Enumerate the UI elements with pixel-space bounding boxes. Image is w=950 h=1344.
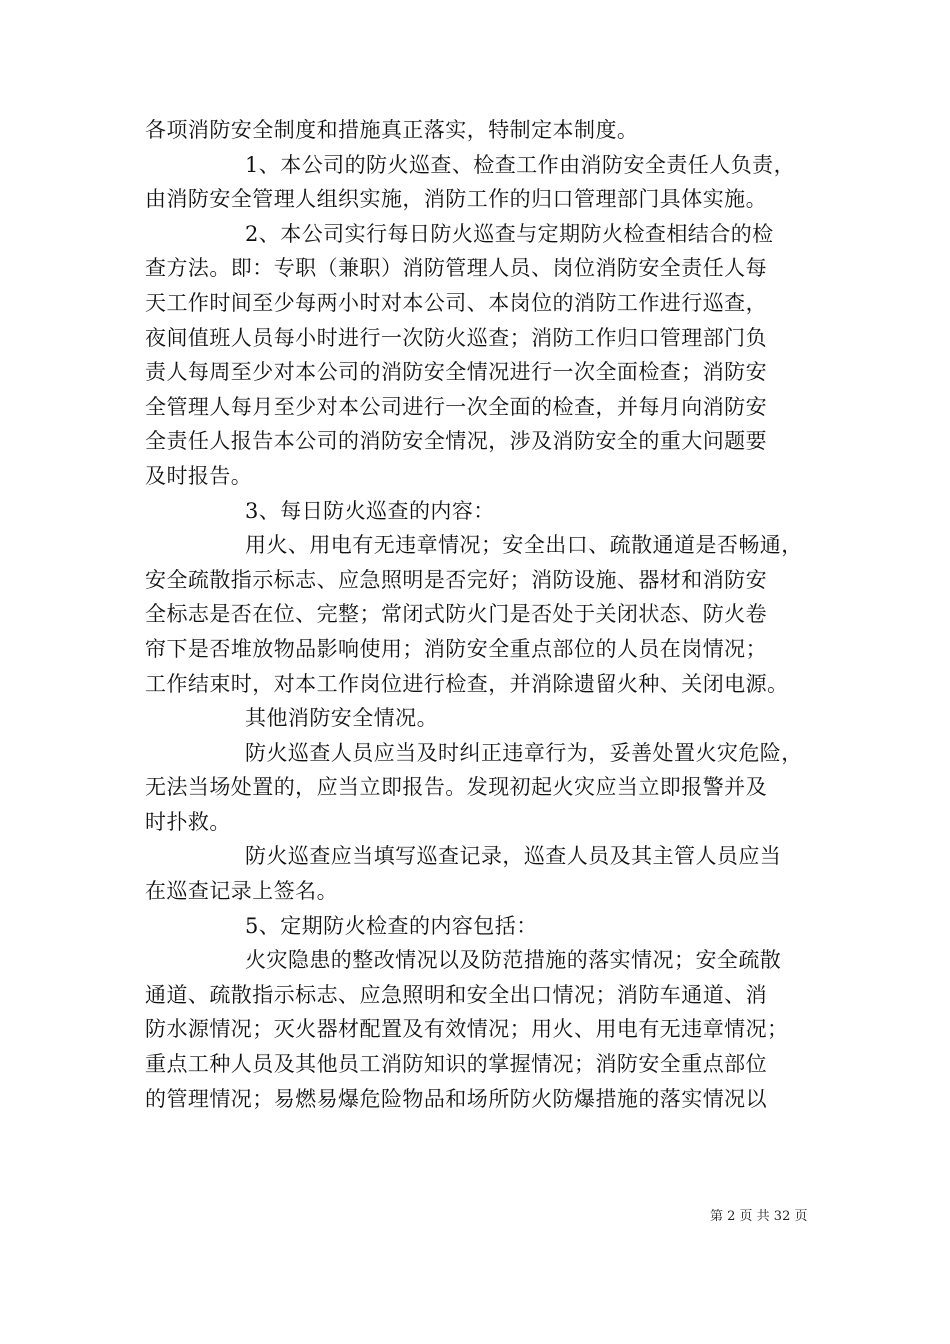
page-number-footer: 第 2 页 共 32 页	[710, 1209, 808, 1224]
text-line: 防水源情况；灭火器材配置及有效情况；用火、用电有无违章情况；	[145, 1017, 789, 1042]
document-body	[145, 113, 817, 1116]
text-line: 5、定期防火检查的内容包括：	[245, 913, 538, 938]
text-line: 防火巡查人员应当及时纠正违章行为，妥善处置火灾危险，	[245, 740, 803, 765]
text-line: 安全疏散指示标志、应急照明是否完好；消防设施、器材和消防安	[145, 567, 768, 592]
text-line: 由消防安全管理人组织实施，消防工作的归口管理部门具体实施。	[145, 187, 768, 212]
text-line: 各项消防安全制度和措施真正落实，特制定本制度。	[145, 118, 639, 142]
text-line: 时扑救。	[145, 809, 231, 834]
text-line: 夜间值班人员每小时进行一次防火巡查；消防工作归口管理部门负	[145, 325, 768, 350]
text-line: 3、每日防火巡查的内容：	[245, 498, 495, 523]
text-line: 工作结束时，对本工作岗位进行检查，并消除遗留火种、关闭电源。	[145, 671, 789, 696]
text-line: 其他消防安全情况。	[245, 706, 439, 731]
text-line: 责人每周至少对本公司的消防安全情况进行一次全面检查；消防安	[145, 360, 768, 385]
text-line: 火灾隐患的整改情况以及防范措施的落实情况；安全疏散	[245, 948, 782, 973]
text-line: 1、本公司的防火巡查、检查工作由消防安全责任人负责，	[245, 152, 796, 177]
text-line: 重点工种人员及其他员工消防知识的掌握情况；消防安全重点部位	[145, 1052, 768, 1077]
text-line: 天工作时间至少每两小时对本公司、本岗位的消防工作进行巡查，	[145, 290, 768, 315]
text-line: 全责任人报告本公司的消防安全情况，涉及消防安全的重大问题要	[145, 429, 768, 454]
text-line: 防火巡查应当填写巡查记录，巡查人员及其主管人员应当	[245, 844, 782, 869]
text-line: 在巡查记录上签名。	[145, 879, 339, 904]
text-line: 全管理人每月至少对本公司进行一次全面的检查，并每月向消防安	[145, 394, 768, 419]
text-line: 无法当场处置的，应当立即报告。发现初起火灾应当立即报警并及	[145, 775, 768, 800]
text-line: 帘下是否堆放物品影响使用；消防安全重点部位的人员在岗情况；	[145, 636, 768, 661]
text-line: 用火、用电有无违章情况；安全出口、疏散通道是否畅通，	[245, 533, 803, 558]
text-line: 的管理情况；易燃易爆危险物品和场所防火防爆措施的落实情况以	[145, 1086, 768, 1111]
text-line: 查方法。即：专职（兼职）消防管理人员、岗位消防安全责任人每	[145, 256, 768, 281]
text-line: 2、本公司实行每日防火巡查与定期防火检查相结合的检	[245, 221, 774, 246]
text-line: 及时报告。	[145, 463, 253, 488]
text-line: 全标志是否在位、完整；常闭式防火门是否处于关闭状态、防火卷	[145, 602, 768, 627]
text-line: 通道、疏散指示标志、应急照明和安全出口情况；消防车通道、消	[145, 982, 768, 1007]
